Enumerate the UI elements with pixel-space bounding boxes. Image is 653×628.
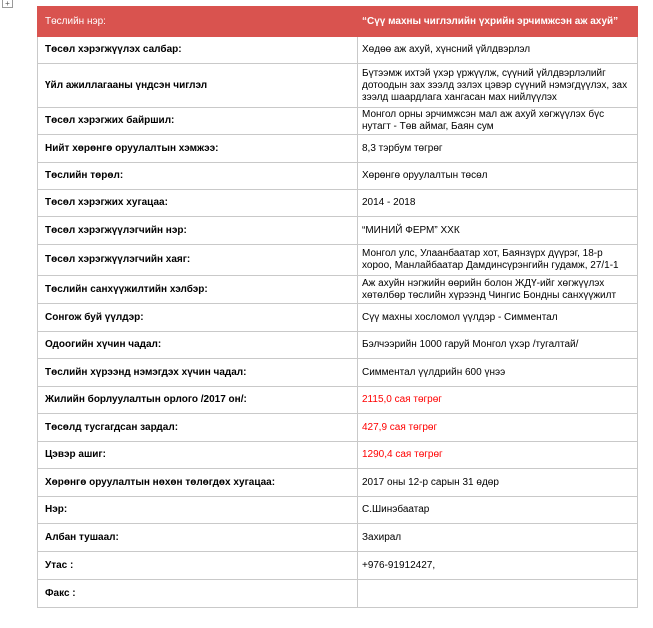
row-value-cell: +976-91912427, [358, 552, 638, 580]
row-value-cell: 8,3 тэрбум төгрөг [358, 135, 638, 163]
row-value-cell: С.Шинэбаатар [358, 497, 638, 524]
row-label-cell: Төсөл хэрэгжих хугацаа: [38, 190, 358, 217]
row-value-cell [358, 580, 638, 608]
table-row [38, 217, 638, 245]
table-row [38, 190, 638, 217]
row-value-cell: 427,9 сая төгрөг [358, 414, 638, 442]
row-label-cell: Одоогийн хүчин чадал: [38, 332, 358, 359]
table-row [38, 359, 638, 387]
row-value-cell: Хөрөнгө оруулалтын төсөл [358, 163, 638, 190]
row-label-cell: Нэр: [38, 497, 358, 524]
table-row [38, 442, 638, 469]
row-label-cell: Нийт хөрөнгө оруулалтын хэмжээ: [38, 135, 358, 163]
row-label-cell: Факс : [38, 580, 358, 608]
table-row [38, 135, 638, 163]
row-label-cell: Төсөл хэрэгжүүлэгчийн нэр: [38, 217, 358, 245]
row-value-cell: Бэлчээрийн 1000 гаруй Монгол үхэр /тугалтай/ [358, 332, 638, 359]
table-move-handle-icon[interactable]: + [2, 0, 13, 8]
row-value-cell: 2017 оны 12-р сарын 31 өдөр [358, 469, 638, 497]
table-header-row [38, 7, 638, 37]
row-value-cell: Монгол улс, Улаанбаатар хот, Баянзүрх дүүрэг, 18-р хороо, Манлайбаатар Дамдинсүрэнгийн гудамж, 27/1-1 [358, 245, 638, 276]
table-body [38, 7, 638, 608]
row-value-cell: 1290,4 сая төгрөг [358, 442, 638, 469]
table-row [38, 304, 638, 332]
row-label-cell: Төсөл хэрэгжүүлэгчийн хаяг: [38, 245, 358, 276]
row-label-cell: Сонгож буй үүлдэр: [38, 304, 358, 332]
row-value-cell: Хөдөө аж ахуй, хүнсний үйлдвэрлэл [358, 37, 638, 64]
table-row [38, 414, 638, 442]
row-value-cell: Захирал [358, 524, 638, 552]
table-row [38, 64, 638, 108]
row-value-cell: Сүү махны хосломол үүлдэр - Симментал [358, 304, 638, 332]
row-value-cell: Бүтээмж ихтэй үхэр үржүүлж, сүүний үйлдвэрлэлийг дотоодын зах зээлд эзлэх цэвэр сүүний нэмэгдүүлэх, зах зээлд шаардлага хангасан мах нийлүүлэх [358, 64, 638, 108]
project-info-table [37, 6, 638, 608]
row-label-cell: Албан тушаал: [38, 524, 358, 552]
table-row [38, 497, 638, 524]
table-row [38, 387, 638, 414]
row-label-cell: Утас : [38, 552, 358, 580]
row-label-cell: Үйл ажиллагааны үндсэн чиглэл [38, 64, 358, 108]
row-value-cell: 2014 - 2018 [358, 190, 638, 217]
row-label-cell: Төслийн хүрээнд нэмэгдэх хүчин чадал: [38, 359, 358, 387]
header-label-cell: Төслийн нэр: [38, 7, 358, 37]
row-label-cell: Төслийн төрөл: [38, 163, 358, 190]
row-label-cell: Хөрөнгө оруулалтын нөхөн төлөгдөх хугацаа: [38, 469, 358, 497]
table-row [38, 37, 638, 64]
row-label-cell: Төсөл хэрэгжүүлэх салбар: [38, 37, 358, 64]
table-row [38, 580, 638, 608]
table-row [38, 163, 638, 190]
table-row [38, 469, 638, 497]
table-row [38, 524, 638, 552]
row-label-cell: Төсөл хэрэгжих байршил: [38, 108, 358, 135]
row-label-cell: Төслийн санхүүжилтийн хэлбэр: [38, 276, 358, 304]
row-value-cell: “МИНИЙ ФЕРМ” ХХК [358, 217, 638, 245]
table-row [38, 108, 638, 135]
table-row [38, 552, 638, 580]
row-value-cell: Монгол орны эрчимжсэн мал аж ахуй хөгжүүлэх бүс нутагт - Төв аймаг, Баян сум [358, 108, 638, 135]
row-value-cell: Симментал үүлдрийн 600 үнээ [358, 359, 638, 387]
table-row [38, 276, 638, 304]
row-label-cell: Төсөлд тусгагдсан зардал: [38, 414, 358, 442]
row-label-cell: Цэвэр ашиг: [38, 442, 358, 469]
row-value-cell: 2115,0 сая төгрөг [358, 387, 638, 414]
table-row [38, 245, 638, 276]
row-label-cell: Жилийн борлуулалтын орлого /2017 он/: [38, 387, 358, 414]
table-row [38, 332, 638, 359]
header-value-cell: “Сүү махны чиглэлийн үхрийн эрчимжсэн аж ахуй” [358, 7, 638, 37]
row-value-cell: Аж ахуйн нэгжийн өөрийн болон ЖДҮ-ийг хөгжүүлэх хөтөлбөр төслийн хүрээнд Чингис Бондны санхүүжилт [358, 276, 638, 304]
